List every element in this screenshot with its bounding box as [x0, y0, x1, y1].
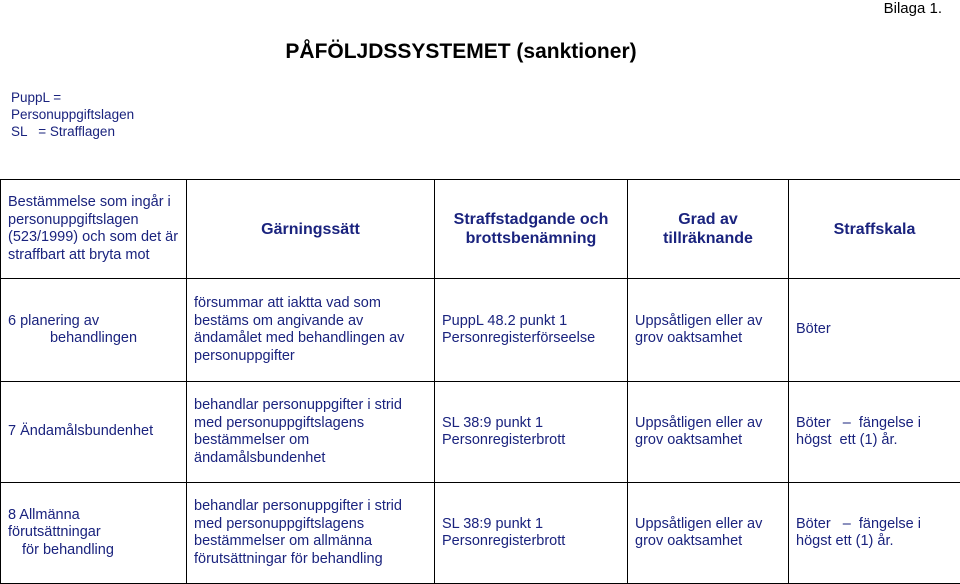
- cell-culpability: [628, 382, 789, 483]
- abbreviation-line: Personuppgiftslagen: [11, 107, 135, 122]
- cell-provision: [1, 483, 187, 584]
- cell-conduct: försummar att iaktta vad som bestäms om angivande av ändamålet med behandlingen av personuppgifter: [187, 279, 435, 382]
- cell-line: Uppsåtligen eller av: [635, 414, 763, 431]
- cell-line: SL 38:9 punkt 1: [442, 515, 544, 532]
- cell-line: Personregisterförseelse: [442, 330, 596, 346]
- cell-penalty-scale: [789, 382, 960, 483]
- cell-line: Personregisterbrott: [442, 533, 566, 549]
- cell-line: Böter: [796, 321, 831, 338]
- cell-line: 6 planering av: [8, 312, 100, 329]
- cell-line: grov oaktsamhet: [635, 533, 743, 549]
- header-provision: Bestämmelse som ingår i personuppgiftslagen (523/1999) och som det är straffbart att bryta mot: [1, 180, 187, 279]
- sanctions-table: [0, 179, 960, 584]
- table-row: [1, 382, 960, 483]
- cell-line: Böter – fängelse i: [796, 515, 921, 532]
- cell-penalty-scale: [789, 279, 960, 382]
- cell-penal-provision: [435, 279, 628, 382]
- cell-line: Personregisterbrott: [442, 432, 566, 448]
- cell-culpability: [628, 483, 789, 584]
- header-penal-provision: Straffstadgande och brottsbenämning: [435, 180, 628, 279]
- cell-provision: [1, 382, 187, 483]
- cell-line: 8 Allmänna: [8, 506, 80, 523]
- cell-line: högst ett (1) år.: [796, 533, 894, 549]
- cell-provision: [1, 279, 187, 382]
- abbreviation-legend: [11, 89, 134, 140]
- header-culpability: Grad av tillräknande: [628, 180, 789, 279]
- cell-line: grov oaktsamhet: [635, 432, 743, 448]
- table-header-row: [1, 180, 960, 279]
- cell-line: Uppsåtligen eller av: [635, 515, 763, 532]
- cell-line: behandlingen: [49, 330, 138, 346]
- cell-culpability: [628, 279, 789, 382]
- cell-conduct: behandlar personuppgifter i strid med personuppgiftslagens bestämmelser om allmänna förutsättningar för behandling: [187, 483, 435, 584]
- abbreviation-line: SL = Strafflagen: [11, 124, 115, 139]
- cell-penal-provision: [435, 382, 628, 483]
- cell-line: högst ett (1) år.: [796, 432, 898, 448]
- table-row: [1, 279, 960, 382]
- cell-line: 7 Ändamålsbundenhet: [8, 423, 154, 440]
- cell-line: Böter – fängelse i: [796, 414, 921, 431]
- cell-line: PuppL 48.2 punkt 1: [442, 312, 568, 329]
- abbreviation-line: PuppL =: [11, 90, 62, 105]
- cell-line: SL 38:9 punkt 1: [442, 414, 544, 431]
- cell-line: förutsättningar: [8, 524, 101, 541]
- cell-penal-provision: [435, 483, 628, 584]
- cell-line: för behandling: [22, 541, 114, 558]
- cell-penalty-scale: [789, 483, 960, 584]
- cell-line: Uppsåtligen eller av: [635, 312, 763, 329]
- header-conduct: Gärningssätt: [187, 180, 435, 279]
- table-row: [1, 483, 960, 584]
- header-penalty-scale: Straffskala: [789, 180, 960, 279]
- cell-conduct: behandlar personuppgifter i strid med personuppgiftslagens bestämmelser om ändamålsbundenhet: [187, 382, 435, 483]
- cell-line: grov oaktsamhet: [635, 330, 743, 346]
- annex-label: Bilaga 1.: [883, 0, 942, 17]
- page-title: PÅFÖLJDSSYSTEMET (sanktioner): [285, 40, 637, 63]
